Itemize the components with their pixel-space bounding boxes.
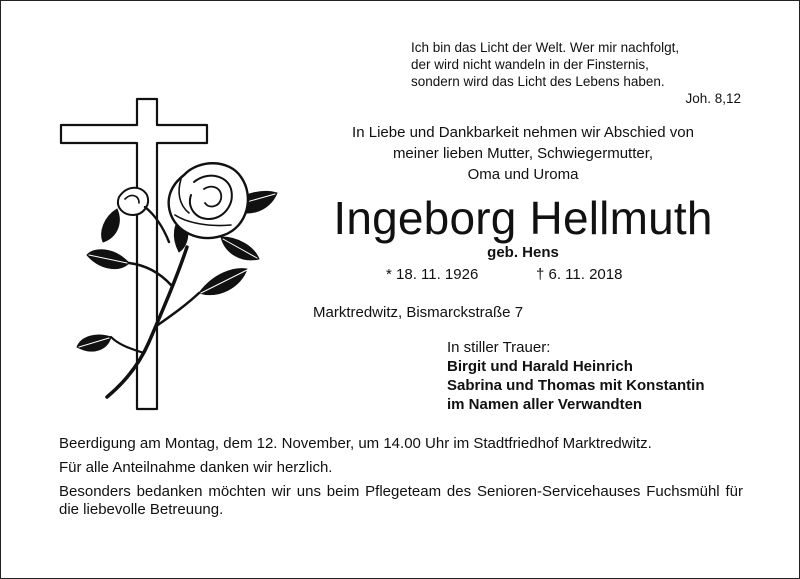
maiden-name: geb. Hens [487,244,559,261]
intro-line: In Liebe und Dankbarkeit nehmen wir Abschied von [352,124,694,141]
quote-reference: Joh. 8,12 [685,91,741,106]
funeral-notes [59,435,743,525]
thanks-text: Für alle Anteilnahme danken wir herzlich. [59,459,333,476]
mourners-heading: In stiller Trauer: [447,339,551,356]
mourners [447,338,757,414]
funeral-info: Beerdigung am Montag, dem 12. November, um 14.00 Uhr im Stadtfriedhof Marktredwitz. [59,435,652,452]
quote-line: der wird nicht wandeln in der Finsternis, [411,57,649,72]
intro-line: meiner lieben Mutter, Schwiegermutter, [392,145,654,162]
special-thanks-text: Besonders bedanken möchten wir uns beim Pflegeteam des Senioren-Servicehauses Fuchsmühl für die liebevolle Betreuung. [59,483,743,518]
mourner-name: Sabrina und Thomas mit Konstantin [447,377,705,394]
quote-line: sondern wird das Licht des Lebens haben. [411,74,665,89]
mourner-name: im Namen aller Verwandten [447,396,643,413]
intro-text [303,122,743,185]
birth-date: * 18. 11. 1926 [386,266,479,283]
cross-with-rose-icon [59,97,289,415]
life-dates [386,265,686,284]
bible-quote [411,39,741,107]
deceased-name: Ingeborg Hellmuth [333,192,713,244]
mourner-name: Birgit und Harald Heinrich [447,358,633,375]
address: Marktredwitz, Bismarckstraße 7 [313,304,524,321]
death-date: † 6. 11. 2018 [536,266,623,283]
quote-line: Ich bin das Licht der Welt. Wer mir nachfolgt, [411,40,680,55]
mourners-names [447,357,757,414]
intro-line: Oma und Uroma [467,166,579,183]
